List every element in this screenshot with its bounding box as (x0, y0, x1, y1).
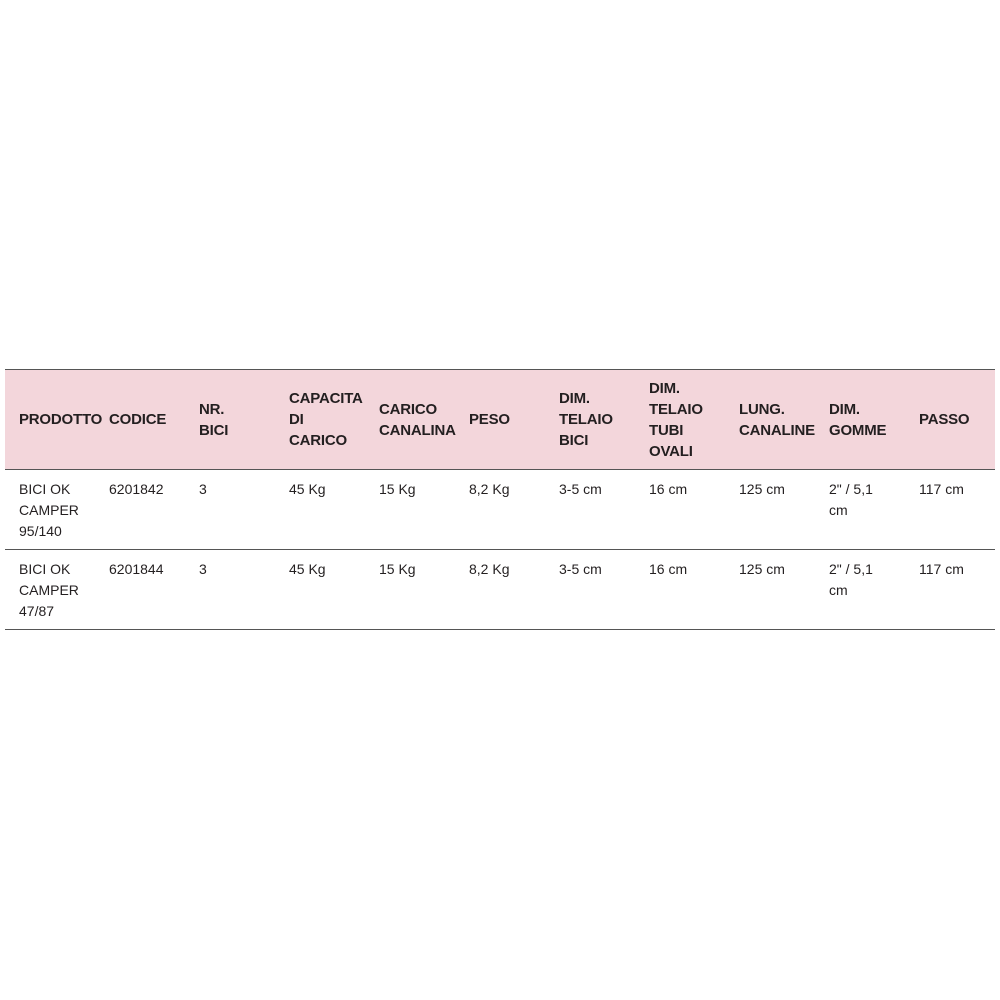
cell-peso: 8,2 Kg (469, 481, 510, 497)
cell-prodotto: BICI OK CAMPER 95/140 (19, 481, 79, 539)
product-spec-table (5, 369, 995, 630)
header-dim-gomme: DIM. GOMME (815, 370, 905, 470)
header-passo: PASSO (905, 370, 995, 470)
header-codice: CODICE (95, 370, 185, 470)
header-dim-telaio-tubi-ovali: DIM. TELAIO TUBI OVALI (635, 370, 725, 470)
header-capacita-di-carico: CAPACITA DI CARICO (275, 370, 365, 470)
header-dim-telaio-bici: DIM. TELAIO BICI (545, 370, 635, 470)
cell-dim-gomme: 2" / 5,1 cm (829, 561, 873, 598)
cell-lung-canaline: 125 cm (739, 561, 785, 577)
cell-nr-bici: 3 (199, 561, 207, 577)
table-body (5, 470, 995, 630)
cell-capacita-di-carico: 45 Kg (289, 481, 326, 497)
header-row (5, 370, 995, 470)
cell-codice: 6201844 (109, 561, 164, 577)
header-carico-canalina: CARICO CANALINA (365, 370, 455, 470)
table-row (5, 550, 995, 630)
cell-carico-canalina: 15 Kg (379, 561, 416, 577)
header-lung-canaline: LUNG. CANALINE (725, 370, 815, 470)
cell-peso: 8,2 Kg (469, 561, 510, 577)
cell-dim-telaio-bici: 3-5 cm (559, 481, 602, 497)
cell-dim-telaio-bici: 3-5 cm (559, 561, 602, 577)
cell-prodotto: BICI OK CAMPER 47/87 (19, 561, 79, 619)
cell-lung-canaline: 125 cm (739, 481, 785, 497)
cell-carico-canalina: 15 Kg (379, 481, 416, 497)
table-row (5, 470, 995, 550)
header-nr-bici: NR. BICI (185, 370, 275, 470)
table-header (5, 370, 995, 470)
cell-nr-bici: 3 (199, 481, 207, 497)
cell-dim-gomme: 2" / 5,1 cm (829, 481, 873, 518)
cell-codice: 6201842 (109, 481, 164, 497)
header-peso: PESO (455, 370, 545, 470)
cell-passo: 117 cm (919, 481, 964, 497)
cell-dim-telaio-tubi-ovali: 16 cm (649, 561, 688, 577)
cell-dim-telaio-tubi-ovali: 16 cm (649, 481, 688, 497)
header-prodotto: PRODOTTO (5, 370, 95, 470)
cell-passo: 117 cm (919, 561, 964, 577)
cell-capacita-di-carico: 45 Kg (289, 561, 326, 577)
